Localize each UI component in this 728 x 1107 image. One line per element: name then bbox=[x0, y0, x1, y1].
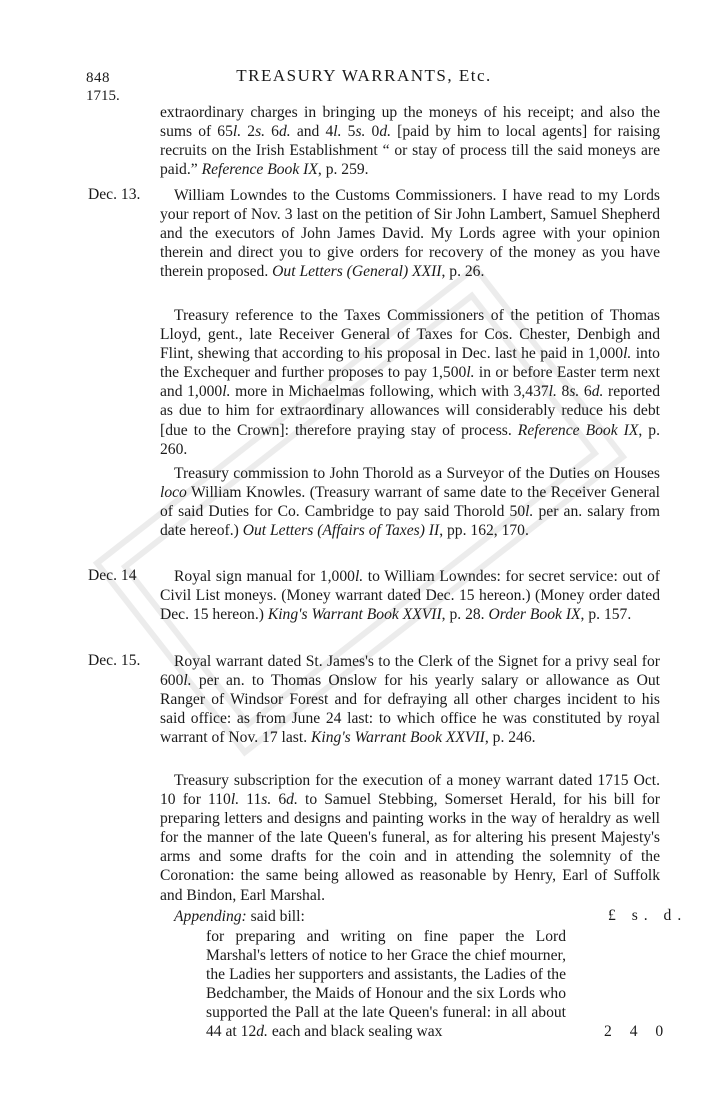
entry-date: Dec. 14 bbox=[88, 567, 137, 584]
entry-date: Dec. 15. bbox=[88, 652, 141, 669]
text-run: Royal sign manual for 1,000 bbox=[174, 568, 355, 585]
italic-text: l. bbox=[466, 364, 475, 382]
italic-text: l. bbox=[183, 672, 192, 690]
text-run: 6 bbox=[579, 383, 592, 401]
text-run: , p. 157. bbox=[580, 606, 632, 624]
margin-year: 1715. bbox=[86, 88, 120, 104]
italic-text: Out Letters (General) XXII bbox=[272, 263, 442, 281]
text-run: more in Michaelmas following, which with 3,437 bbox=[230, 383, 549, 401]
text-run: and 4 bbox=[290, 123, 334, 141]
italic-text: l. bbox=[232, 123, 242, 141]
entry-customs-letter bbox=[160, 186, 660, 281]
entry-sign-manual bbox=[160, 567, 660, 624]
text-run: reported as due to him for extraordinary allowances will considerably reduce his debt [due to the Crown]: therefore praying stay of process. bbox=[160, 383, 660, 439]
italic-text: Reference Book IX bbox=[201, 161, 318, 179]
text-run: [paid by him to local agents] for raising recruits on the Irish Establishment “ or stay of process till the said moneys are paid.” bbox=[160, 123, 661, 179]
italic-text: l. bbox=[525, 503, 534, 521]
bill-item-tail: each and black sealing wax bbox=[267, 1023, 443, 1041]
italic-text: l. bbox=[222, 383, 231, 401]
entry-onslow-warrant bbox=[160, 652, 660, 747]
entry-text bbox=[160, 464, 660, 540]
text-run: Royal warrant dated St. James's to the Clerk of the Signet for a privy seal for 600 bbox=[160, 653, 660, 690]
text-run: to William Lowndes: for secret service: out of Civil List moneys. (Money warrant dated Dec. 15 hereon.) (Money order dated Dec. 15 hereon.) bbox=[160, 568, 660, 624]
italic-text: d. bbox=[286, 791, 298, 809]
entry-text bbox=[160, 652, 660, 747]
text-run: 5 bbox=[341, 123, 356, 141]
bill-item-unit: d. bbox=[256, 1023, 268, 1041]
text-run: 6 bbox=[271, 791, 287, 809]
text-run: Treasury commission to John Thorold as a Surveyor of the Duties on Houses bbox=[174, 465, 660, 482]
text-run: , pp. 162, 170. bbox=[439, 522, 529, 540]
text-run: to Samuel Stebbing, Somerset Herald, for his bill for preparing letters and designs and painting works in the way of heraldry as well for the manner of the late Queen's funeral, as for altering his present Majesty's arms and some drafts for the coin and in attending the solemnity of the Coronation: the same being allowed as reasonable by Henry, Earl of Suffolk and Bindon, Earl Marshal. bbox=[160, 791, 660, 904]
bill-item-amount: 2 4 0 bbox=[604, 1023, 671, 1040]
italic-text: l. bbox=[354, 568, 364, 585]
text-run: 8 bbox=[556, 383, 570, 401]
text-run: , p. 260. bbox=[160, 421, 660, 458]
italic-text: s. bbox=[261, 791, 272, 809]
money-column-header: £ s. d. bbox=[608, 907, 688, 924]
italic-text: d. bbox=[591, 383, 604, 401]
italic-text: d. bbox=[278, 123, 291, 141]
entry-text bbox=[160, 186, 660, 281]
bill-item bbox=[206, 927, 566, 1042]
entry-continuation bbox=[160, 103, 660, 179]
text-run: William Lowndes to the Customs Commissioners. I have read to my Lords your report of Nov. 3 last on the petition of Sir John Lambert, Samuel Shepherd and the executors of John James David. My Lords agree with your opinion therein and direct you to give orders for recovery of the money as you have therein proposed. bbox=[160, 187, 660, 281]
italic-text: King's Warrant Book XXVII bbox=[311, 729, 485, 747]
page-number: 848 bbox=[86, 70, 110, 86]
entry-stebbing-subscription bbox=[160, 771, 660, 905]
entry-text bbox=[160, 567, 660, 624]
text-run: 11 bbox=[239, 791, 262, 809]
appending-line bbox=[174, 907, 674, 926]
entry-text bbox=[160, 306, 660, 459]
text-run: per an. to Thomas Onslow for his yearly salary or allowance as Out Ranger of Windsor Forest and for defraying all other charges incident to his said office: as from June 24 last: to which office he was constituted by royal warrant of Nov. 17 last. bbox=[160, 672, 660, 747]
italic-text: s. bbox=[569, 383, 580, 401]
text-run: , p. 28. bbox=[441, 606, 489, 624]
appending-text: said bill: bbox=[246, 908, 305, 925]
italic-text: loco bbox=[160, 484, 187, 502]
text-run: 6 bbox=[265, 123, 279, 141]
text-run: , p. 26. bbox=[441, 263, 485, 281]
running-title: TREASURY WARRANTS, Etc. bbox=[236, 66, 492, 85]
italic-text: l. bbox=[333, 123, 342, 141]
text-run: into the Exchequer and further proposes to pay 1,500 bbox=[160, 345, 660, 382]
text-run: William Knowles. (Treasury warrant of same date to the Receiver General of said Duties for Co. Cambridge to pay said Thorold 50 bbox=[160, 484, 660, 521]
text-run: 0 bbox=[365, 123, 380, 141]
italic-text: s. bbox=[255, 123, 266, 141]
appending-label: Appending: bbox=[174, 908, 247, 925]
text-run: in or before Easter term next and 1,000 bbox=[160, 364, 660, 401]
bill-item-text: for preparing and writing on fine paper the Lord Marshal's letters of notice to her Grace the chief mourner, the Ladies her supporters and assistants, the Ladies of the Bedchamber, the Maids of Honour and the six Lords who supported the Pall at the late Queen's funeral: in all about 44 at 12 bbox=[206, 928, 566, 1041]
entry-text bbox=[160, 771, 660, 905]
italic-text: Reference Book IX bbox=[517, 421, 639, 439]
italic-text: King's Warrant Book XXVII bbox=[267, 606, 442, 624]
text-run: , p. 246. bbox=[484, 729, 536, 747]
text-run: , p. 259. bbox=[317, 161, 369, 179]
italic-text: l. bbox=[623, 345, 632, 363]
text-run: per an. salary from date hereof.) bbox=[160, 503, 660, 540]
entry-text bbox=[160, 103, 660, 179]
italic-text: s. bbox=[355, 123, 366, 141]
italic-text: l. bbox=[548, 383, 557, 401]
text-run: Treasury reference to the Taxes Commissioners of the petition of Thomas Lloyd, gent., late Receiver General of Taxes for Cos. Chester, Denbigh and Flint, shewing that according to his proposal in Dec. last he paid in 1,000 bbox=[160, 307, 660, 363]
entry-lloyd-petition bbox=[160, 306, 660, 459]
italic-text: d. bbox=[379, 123, 392, 141]
entry-date: Dec. 13. bbox=[88, 186, 141, 203]
italic-text: l. bbox=[230, 791, 240, 809]
text-run: extraordinary charges in bringing up the moneys of his receipt; and also the sums of 65 bbox=[160, 104, 660, 141]
text-run: Treasury subscription for the execution of a money warrant dated 1715 Oct. 10 for 110 bbox=[160, 772, 660, 809]
italic-text: Order Book IX bbox=[488, 606, 581, 624]
entry-thorold-commission bbox=[160, 464, 660, 540]
italic-text: Out Letters (Affairs of Taxes) II bbox=[242, 522, 440, 540]
text-run: 2 bbox=[241, 123, 256, 141]
